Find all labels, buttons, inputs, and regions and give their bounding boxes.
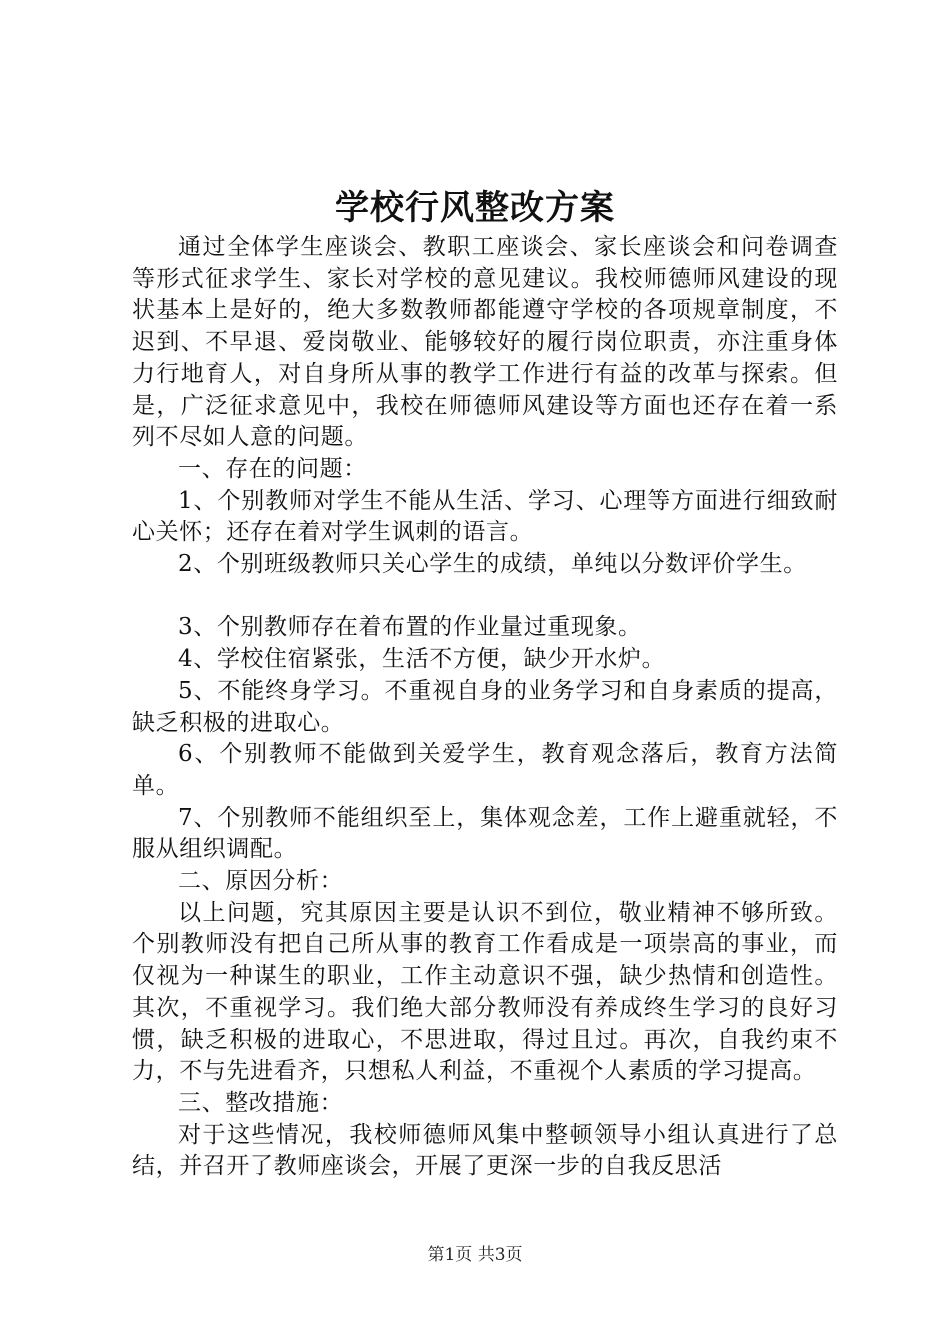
section-heading-problems: 一、存在的问题：: [178, 455, 367, 482]
problem-item-3: 3、个别教师存在着布置的作业量过重现象。: [178, 614, 642, 641]
section-heading-causes: 二、原因分析：: [178, 868, 344, 895]
document-body: [132, 232, 838, 1183]
paragraph-causes: 以上问题，究其原因主要是认识不到位，敬业精神不够所致。个别教师没有把自己所从事的教育工作看成是一项崇高的事业，而仅视为一种谋生的职业，工作主动意识不强，缺少热情和创造性。其次，不重视学习。我们绝大部分教师没有养成终生学习的良好习惯，缺乏积极的进取心，不思进取，得过且过。再次，自我约束不力，不与先进看齐，只想私人利益，不重视个人素质的学习提高。: [132, 899, 838, 1085]
problem-item-4: 4、学校住宿紧张，生活不方便，缺少开水炉。: [178, 646, 666, 673]
page-footer: 第1页 共3页: [427, 1245, 523, 1265]
problem-item-1: 1、个别教师对学生不能从生活、学习、心理等方面进行细致耐心关怀；还存在着对学生讽刺的语言。: [132, 487, 838, 546]
paragraph-measures: 对于这些情况，我校师德师风集中整顿领导小组认真进行了总结，并召开了教师座谈会，开展了更深一步的自我反思活: [132, 1121, 838, 1180]
document-title: 学校行风整改方案: [335, 188, 615, 228]
problem-item-5: 5、不能终身学习。不重视自身的业务学习和自身素质的提高，缺乏积极的进取心。: [132, 677, 838, 736]
section-heading-measures: 三、整改措施：: [178, 1089, 344, 1116]
problem-item-7: 7、个别教师不能组织至上，集体观念差，工作上避重就轻，不服从组织调配。: [132, 804, 838, 863]
problem-item-2: 2、个别班级教师只关心学生的成绩，单纯以分数评价学生。: [178, 551, 807, 578]
paragraph-intro: 通过全体学生座谈会、教职工座谈会、家长座谈会和问卷调查等形式征求学生、家长对学校的意见建议。我校师德师风建设的现状基本上是好的，绝大多数教师都能遵守学校的各项规章制度，不迟到、不早退、爱岗敬业、能够较好的履行岗位职责，亦注重身体力行地育人，对自身所从事的教学工作进行有益的改革与探索。但是，广泛征求意见中，我校在师德师风建设等方面也还存在着一系列不尽如人意的问题。: [132, 234, 838, 451]
problem-item-6: 6、个别教师不能做到关爱学生，教育观念落后，教育方法简单。: [132, 741, 838, 799]
